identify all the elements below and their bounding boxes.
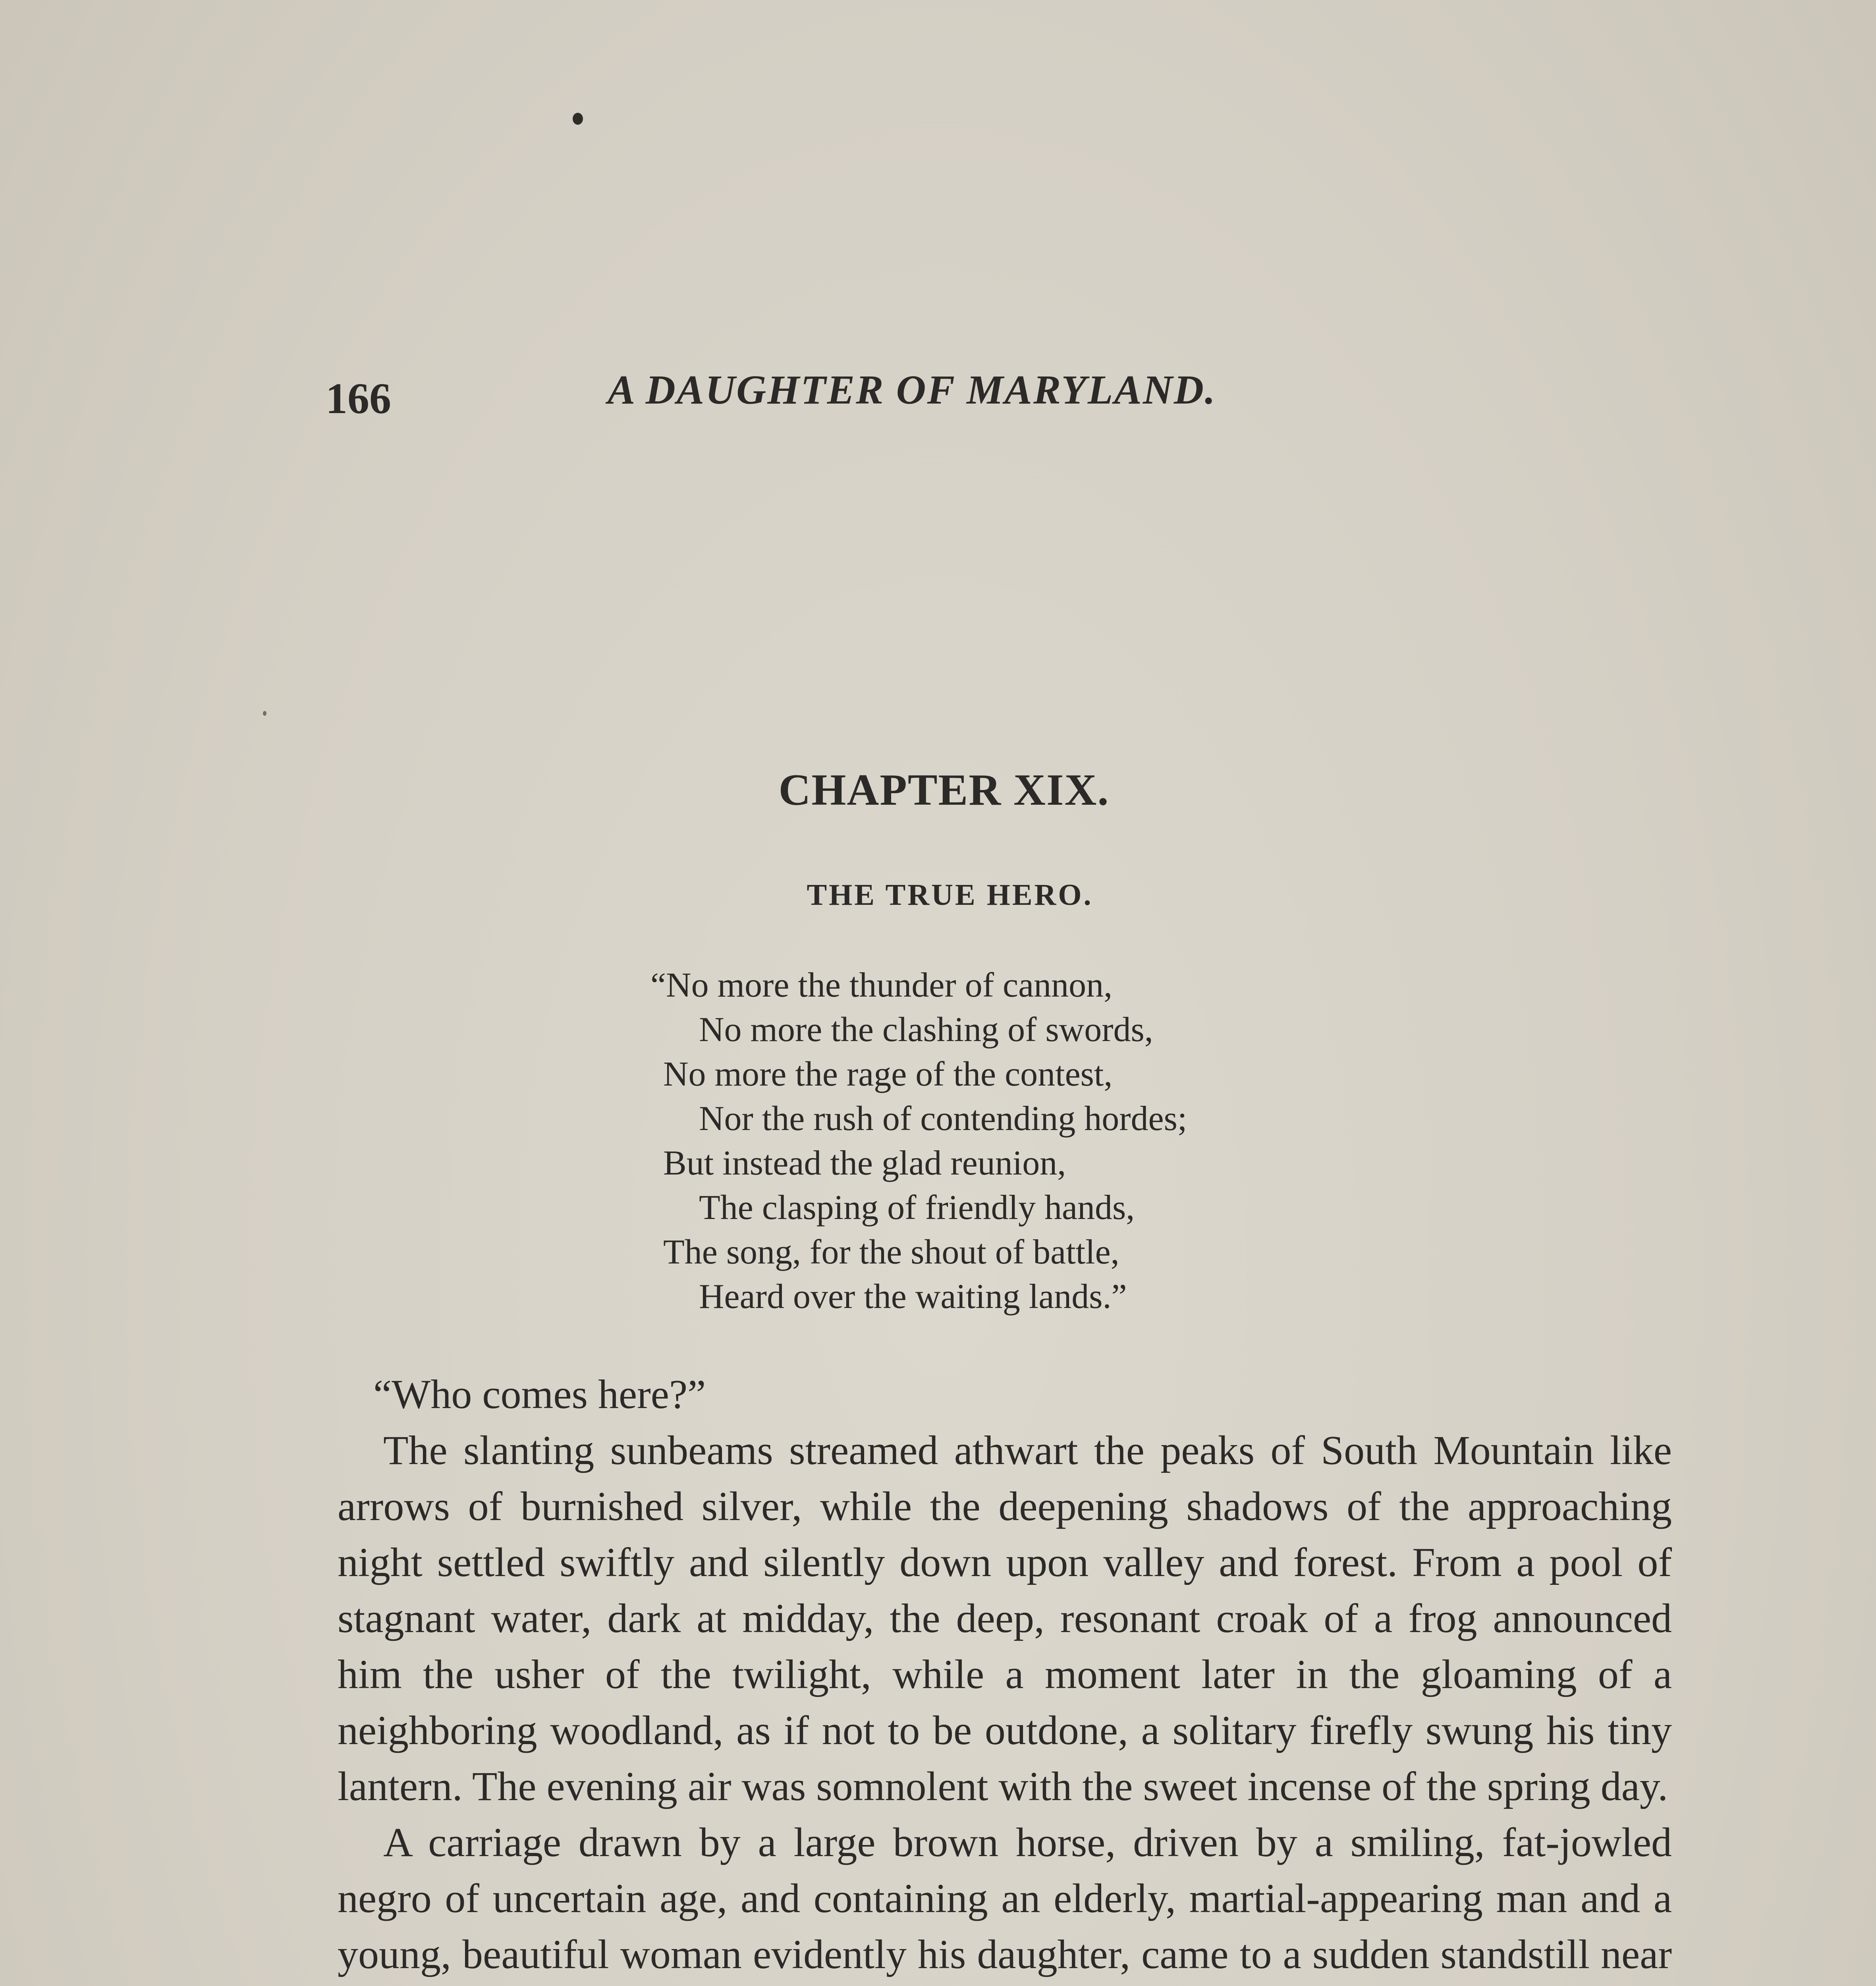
- opening-line: “Who comes here?”: [373, 1372, 706, 1417]
- ink-speck: [263, 711, 266, 716]
- epigraph-line: Heard over the waiting lands.”: [699, 1277, 1127, 1316]
- book-title: A DAUGHTER OF MARYLAND.: [608, 367, 1217, 413]
- page-number: 166: [326, 374, 391, 423]
- epigraph-line: “No more the thunder of cannon,: [650, 966, 1113, 1005]
- body-paragraph: A carriage drawn by a large brown horse, driven by a smiling, fat-jowled negro of uncertain age, and containing an elderly, martial-appearing man and a young, beautiful woman evidently his daughter, came to a sudden standstill near: [338, 1820, 1672, 1977]
- epigraph-line: The song, for the shout of battle,: [663, 1233, 1119, 1271]
- chapter-subtitle: THE TRUE HERO.: [807, 878, 1093, 912]
- epigraph-line: Nor the rush of contending hordes;: [699, 1099, 1187, 1138]
- epigraph-line: But instead the glad reunion,: [663, 1144, 1066, 1182]
- epigraph-line: No more the rage of the contest,: [663, 1055, 1113, 1093]
- epigraph-poem: [650, 963, 1378, 1319]
- body-paragraph: The slanting sunbeams streamed athwart the peaks of South Mountain like arrows of burnished silver, while the deepening shadows of the approaching night settled swiftly and silently down upon valley and forest. From a pool of stagnant water, dark at midday, the deep, resonant croak of a frog announced him the usher of the twilight, while a moment later in the gloaming of a neighboring woodland, as if not to be outdone, a solitary firefly swung his tiny lantern. The evening air was somnolent with the sweet incense of the spring day.: [338, 1428, 1672, 1809]
- ink-speck: [573, 113, 583, 125]
- epigraph-line: No more the clashing of swords,: [699, 1010, 1153, 1049]
- chapter-heading: CHAPTER XIX.: [778, 765, 1110, 815]
- epigraph-line: The clasping of friendly hands,: [699, 1188, 1135, 1227]
- body-text: [338, 1366, 1672, 1986]
